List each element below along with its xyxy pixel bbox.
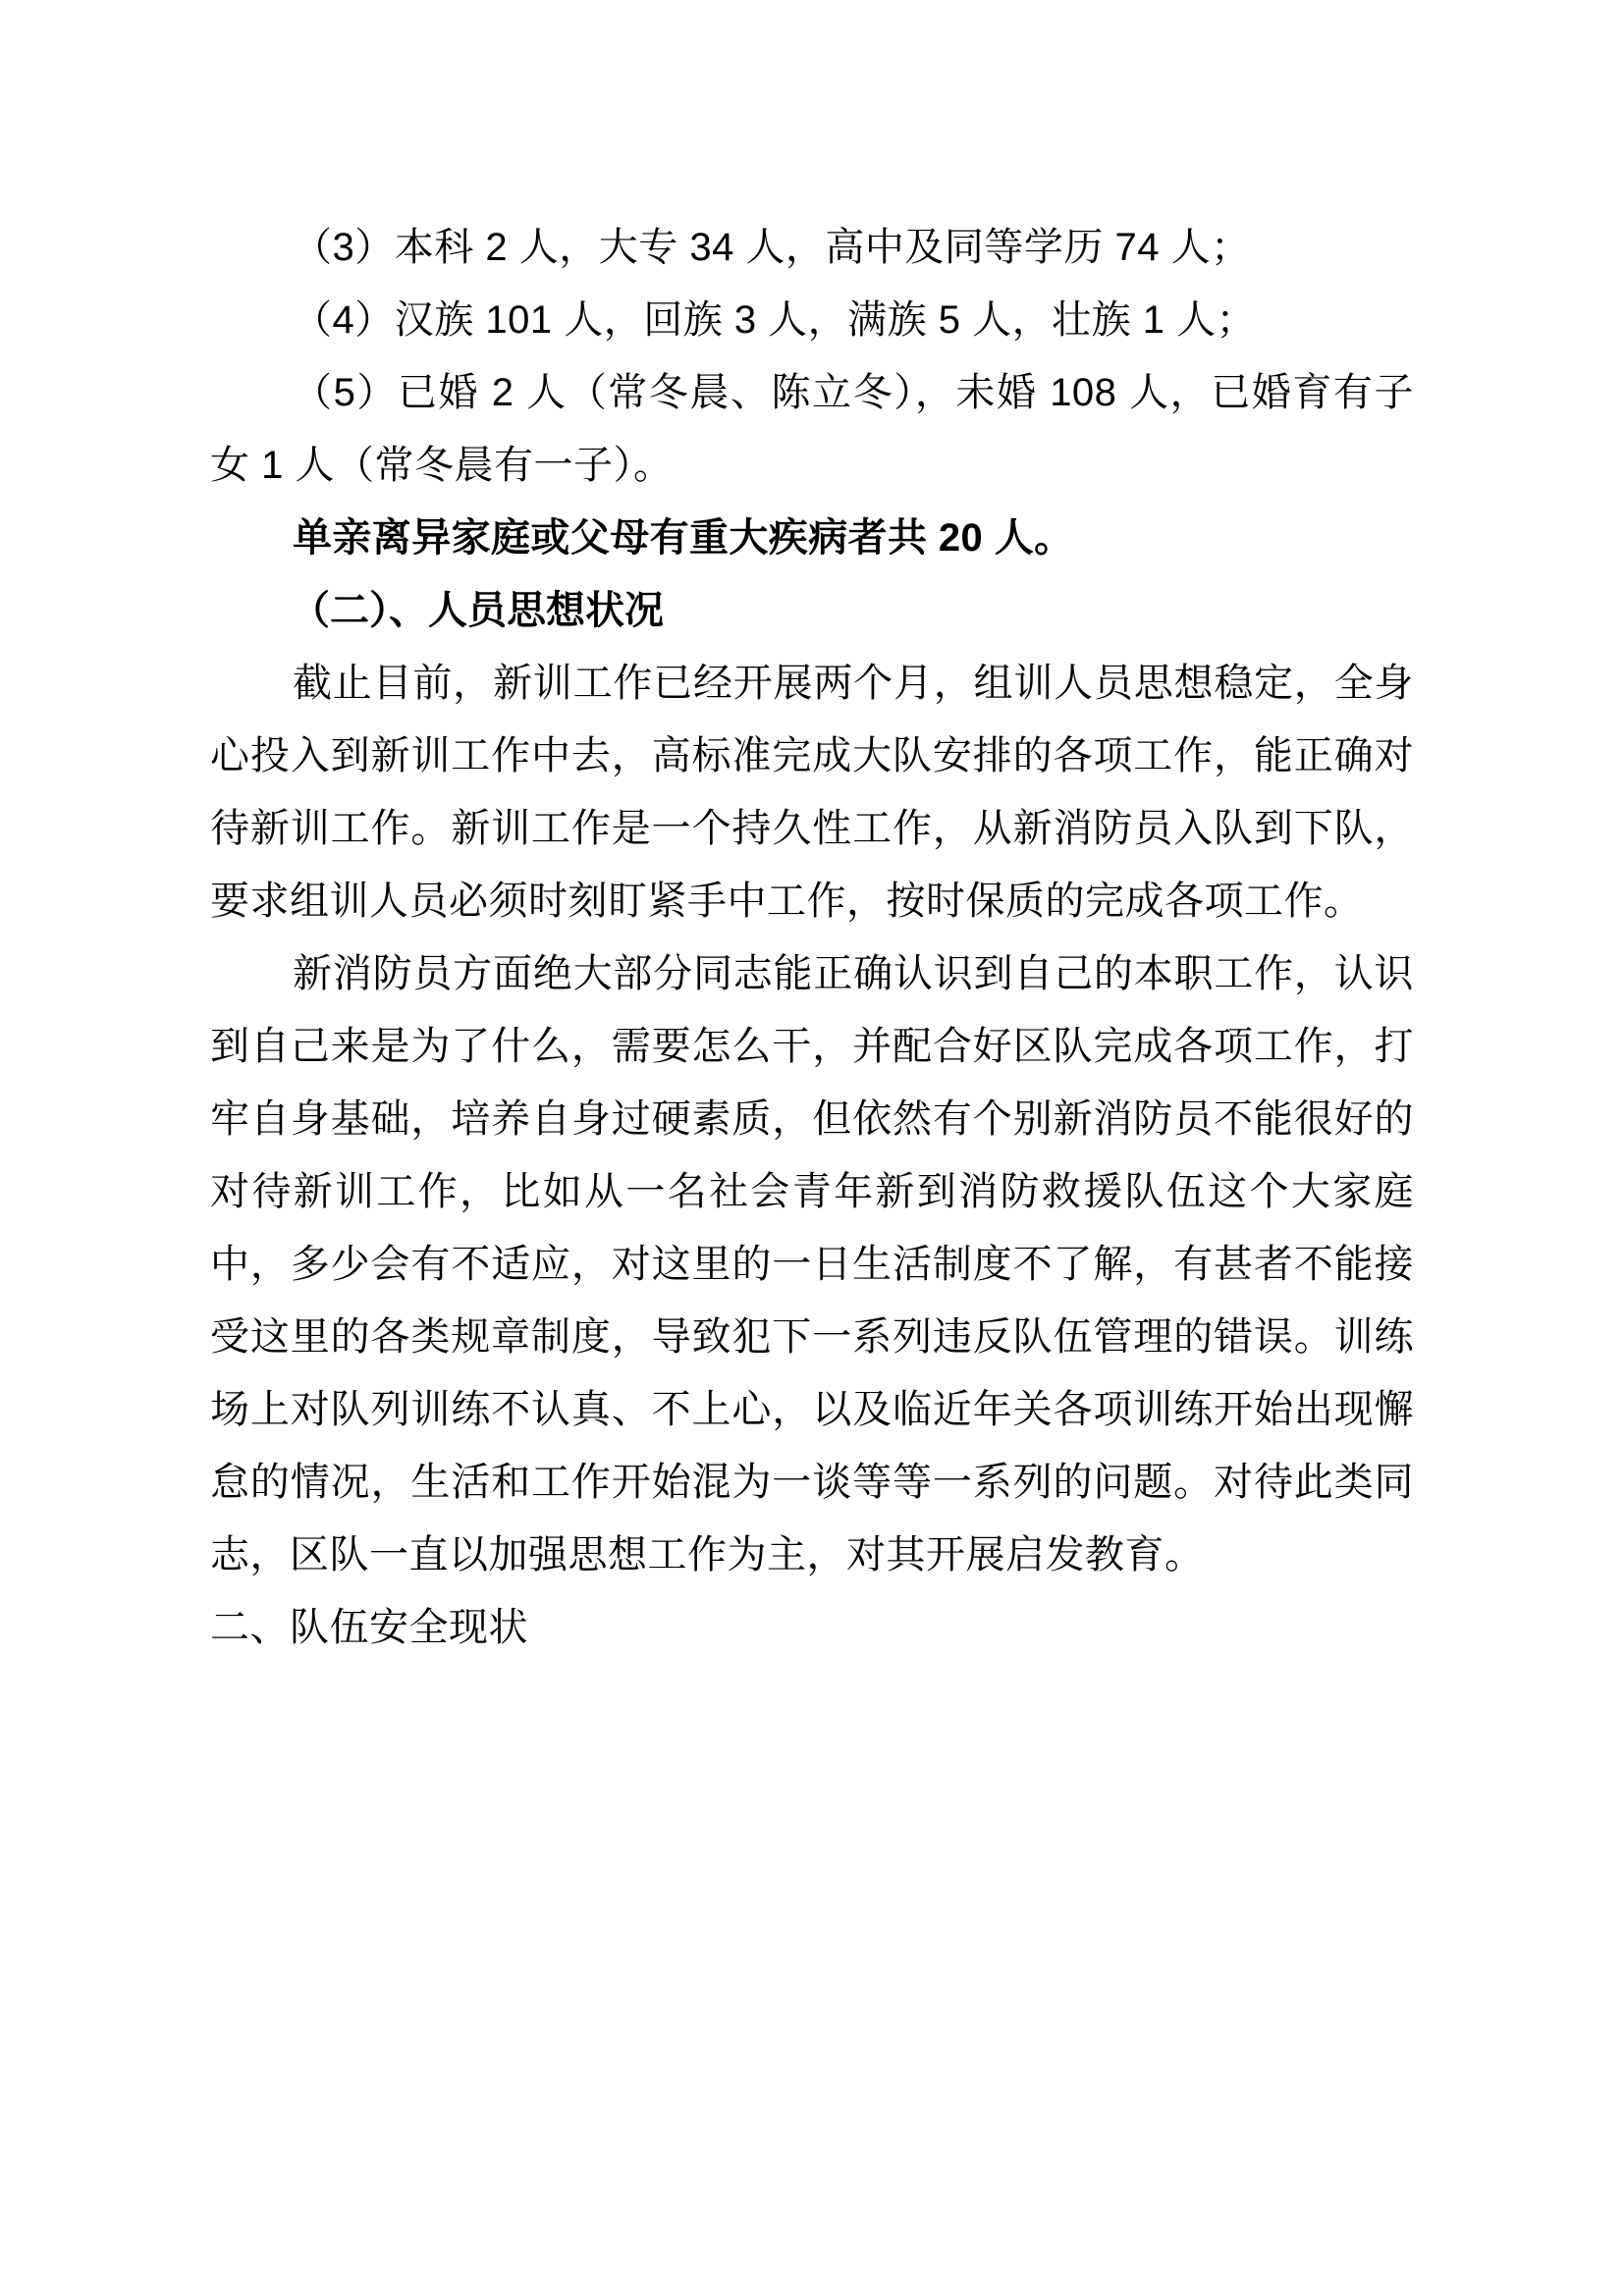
body-paragraph-new-firefighters: 新消防员方面绝大部分同志能正确认识到自己的本职工作，认识到自己来是为了什么，需要怎么干，并配合好区队完成各项工作，打牢自身基础，培养自身过硬素质，但依然有个别新消防员不能很好的对待新训工作，比如从一名社会青年新到消防救援队伍这个大家庭中，多少会有不适应，对这里的一日生活制度不了解，有甚者不能接受这里的各类规章制度，导致犯下一系列违反队伍管理的错误。训练场上对队列训练不认真、不上心，以及临近年关各项训练开始出现懈怠的情况，生活和工作开始混为一谈等等一系列的问题。对待此类同志，区队一直以加强思想工作为主，对其开展启发教育。	[210, 952, 1414, 1576]
list-item-education: （3）本科 2 人，大专 34 人，高中及同等学历 74 人；	[293, 226, 1251, 269]
list-item-marital-status: （5）已婚 2 人（常冬晨、陈立冬），未婚 108 人，已婚育有子女 1 人（常冬晨有一子）。	[210, 371, 1414, 487]
body-paragraph-training-progress: 截止目前，新训工作已经开展两个月，组训人员思想稳定，全身心投入到新训工作中去，高标准完成大队安排的各项工作，能正确对待新训工作。新训工作是一个持久性工作，从新消防员入队到下队，要求组训人员必须时刻盯紧手中工作，按时保质的完成各项工作。	[210, 662, 1414, 923]
document-body	[210, 211, 1414, 1664]
bold-note-family-situation: 单亲离异家庭或父母有重大疾病者共 20 人。	[293, 516, 1074, 560]
list-item-ethnicity: （4）汉族 101 人，回族 3 人，满族 5 人，壮族 1 人；	[293, 298, 1257, 342]
next-section-heading-team-safety: 二、队伍安全现状	[210, 1606, 528, 1649]
section-heading-ideological-status: （二）、人员思想状况	[291, 589, 664, 632]
